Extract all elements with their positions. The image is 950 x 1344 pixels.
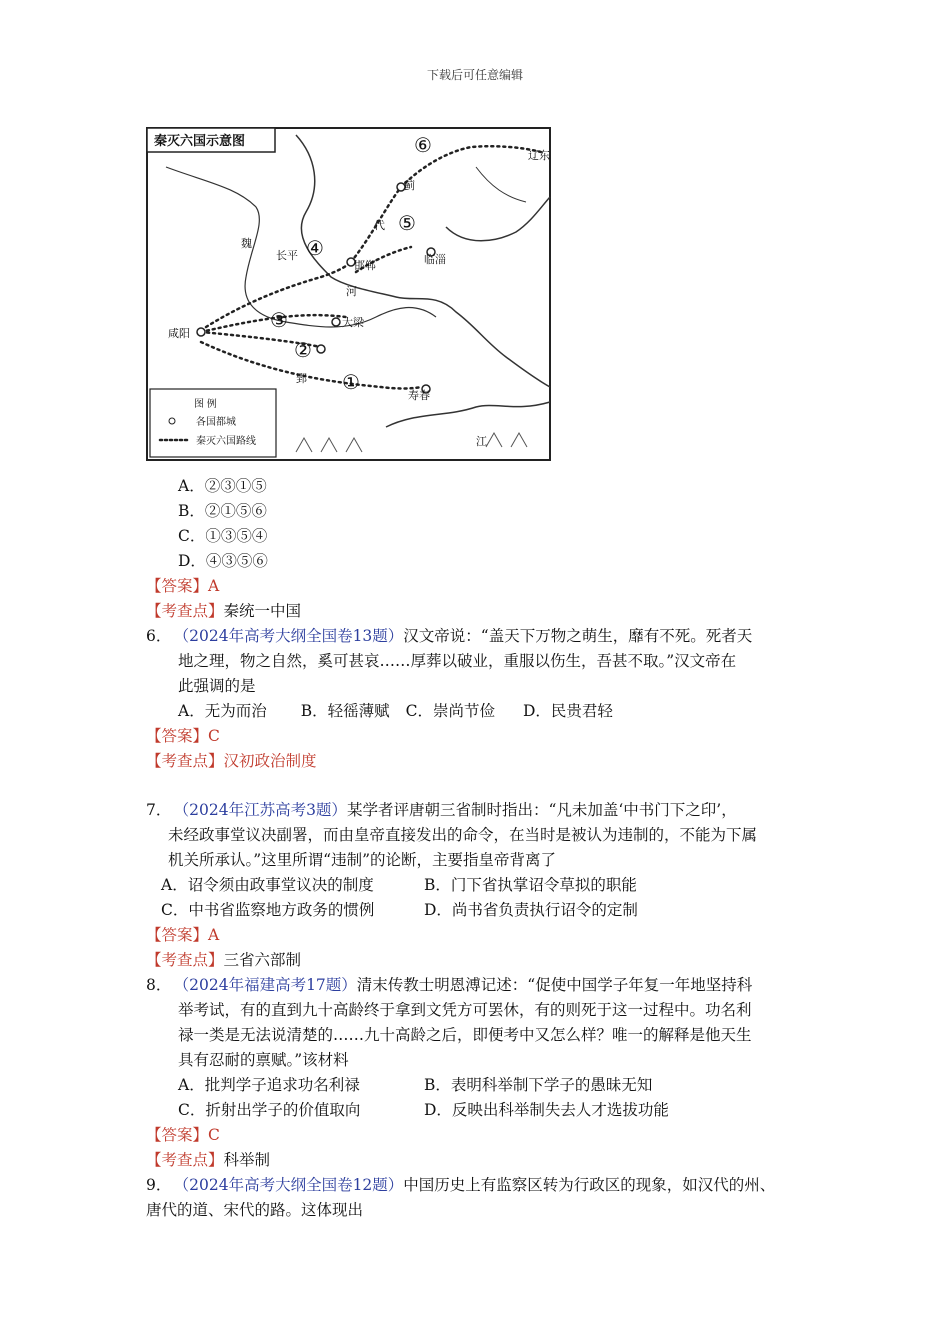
question-number: 6． <box>146 627 172 645</box>
marker-1: ① <box>342 370 360 394</box>
q6-answer <box>146 726 220 746</box>
place-ji: 蓟 <box>404 180 415 192</box>
place-dai: 代 <box>374 220 385 232</box>
question-stem: 某学者评唐朝三省制时指出：“凡未加盖‘中书门下之印’， <box>346 801 737 819</box>
q7-option-b: B．门下省执掌诏令草拟的职能 <box>424 876 637 894</box>
point-tag: 【考查点】 <box>146 951 224 969</box>
q8-option-c: C．折射出学子的价值取向 <box>178 1101 361 1119</box>
legend-route: 秦灭六国路线 <box>196 436 256 447</box>
answer-value: C <box>208 1126 220 1144</box>
q8-option-b: B．表明科举制下学子的愚昧无知 <box>424 1076 653 1094</box>
legend-capital: 各国都城 <box>196 417 236 428</box>
page-header: 下载后可任意编辑 <box>426 68 523 82</box>
point-tag: 【考查点】 <box>146 752 224 770</box>
question-source: （2024年高考大纲全国卷13题） <box>181 627 404 645</box>
q8-option-d: D．反映出科举制失去人才选拔功能 <box>424 1101 669 1119</box>
answer-value: A <box>208 926 220 944</box>
marker-6: ⑥ <box>414 133 432 157</box>
q8-stem-line3: 禄一类是无法说清楚的……九十高龄之后，即便考中又怎么样？唯一的解释是他天生 <box>178 1026 752 1044</box>
answer-value: A <box>208 577 220 595</box>
q6-option-a: A．无为而治 <box>178 702 267 720</box>
question-source: （2024年江苏高考3题） <box>181 801 347 819</box>
q7-stem-line3: 机关所承认。”这里所谓“违制”的论断，主要指皇帝背离了 <box>168 851 557 869</box>
point-tag: 【考查点】 <box>146 602 224 620</box>
place-xianyang: 咸阳 <box>168 328 190 340</box>
q7-stem-line2: 未经政事堂议决副署，而由皇帝直接发出的命令，在当时是被认为违制的，不能为下属 <box>168 826 758 844</box>
place-daliang: 大梁 <box>342 317 364 329</box>
q5-point <box>146 601 301 621</box>
q9-stem-line2: 唐代的道、宋代的路。这体现出 <box>146 1201 364 1219</box>
q8-answer <box>146 1125 220 1145</box>
place-linzi: 临淄 <box>424 254 446 266</box>
answer-tag: 【答案】 <box>146 727 209 745</box>
q5-option-a: A．②③①⑤ <box>178 477 267 495</box>
place-ying: 郢 <box>296 373 307 385</box>
marker-4: ④ <box>306 236 324 260</box>
q7-option-d: D．尚书省负责执行诏令的定制 <box>424 901 638 919</box>
q6-stem-line2: 地之理，物之自然，奚可甚哀……厚葬以破业，重服以伤生，吾甚不取。”汉文帝在 <box>178 652 737 670</box>
marker-2: ② <box>294 338 312 362</box>
map-title: 秦灭六国示意图 <box>154 133 246 148</box>
question-source: （2024年高考大纲全国卷12题） <box>181 1176 404 1194</box>
qin-unification-map <box>146 127 551 461</box>
q8-stem-line4: 具有忍耐的禀赋。”该材料 <box>178 1051 349 1069</box>
marker-3: ③ <box>270 308 288 332</box>
q8-point <box>146 1150 270 1170</box>
point-value: 汉初政治制度 <box>223 752 317 770</box>
q6-option-c: C．崇尚节俭 <box>405 702 495 720</box>
place-jiang: 江 <box>476 436 487 448</box>
place-changping: 长平 <box>276 250 298 262</box>
legend-title: 图 例 <box>194 399 217 410</box>
q6-stem-line3: 此强调的是 <box>178 677 256 695</box>
place-handan: 邯郸 <box>354 260 376 272</box>
point-tag: 【考查点】 <box>146 1151 224 1169</box>
q5-option-b: B．②①⑤⑥ <box>178 502 267 520</box>
q8-stem-line1 <box>146 975 752 995</box>
question-stem: 汉文帝说：“盖天下万物之萌生，靡有不死。死者天 <box>403 627 753 645</box>
point-value: 秦统一中国 <box>223 602 302 620</box>
q7-stem-line1 <box>146 800 737 820</box>
q7-option-c: C．中书省监察地方政务的惯例 <box>161 901 375 919</box>
q5-option-d: D．④③⑤⑥ <box>178 552 268 570</box>
q6-option-d: D．民贵君轻 <box>522 702 613 720</box>
q6-option-b: B．轻徭薄赋 <box>300 702 390 720</box>
answer-tag: 【答案】 <box>146 926 209 944</box>
question-stem: 清末传教士明恩溥记述：“促使中国学子年复一年地坚持科 <box>356 976 753 994</box>
q6-point <box>146 751 317 771</box>
place-he: 河 <box>346 286 357 298</box>
q5-answer <box>146 576 219 596</box>
answer-tag: 【答案】 <box>146 1126 209 1144</box>
q8-stem-line2: 举考试，有的直到九十高龄终于拿到文凭方可罢休，有的则死于这一过程中。功名利 <box>178 1001 752 1019</box>
place-shouchun: 寿春 <box>408 390 430 402</box>
q5-option-c: C．①③⑤④ <box>178 527 268 545</box>
q7-answer <box>146 925 219 945</box>
q8-option-a: A．批判学子追求功名利禄 <box>178 1076 360 1094</box>
place-wei: 魏 <box>241 238 252 250</box>
place-liaodong: 辽东 <box>528 150 550 162</box>
question-source: （2024年福建高考17题） <box>181 976 357 994</box>
question-stem: 中国历史上有监察区转为行政区的现象，如汉代的州、 <box>403 1176 776 1194</box>
point-value: 科举制 <box>223 1151 271 1169</box>
q7-option-a: A．诏令须由政事堂议决的制度 <box>161 876 374 894</box>
answer-tag: 【答案】 <box>146 577 209 595</box>
q7-point <box>146 950 301 970</box>
question-number: 8． <box>146 976 172 994</box>
marker-5: ⑤ <box>398 211 416 235</box>
question-number: 9． <box>146 1176 172 1194</box>
answer-value: C <box>208 727 220 745</box>
question-number: 7． <box>146 801 172 819</box>
q6-options <box>178 701 613 721</box>
q9-stem-line1 <box>146 1175 775 1195</box>
q6-stem-line1 <box>146 626 752 646</box>
point-value: 三省六部制 <box>223 951 302 969</box>
